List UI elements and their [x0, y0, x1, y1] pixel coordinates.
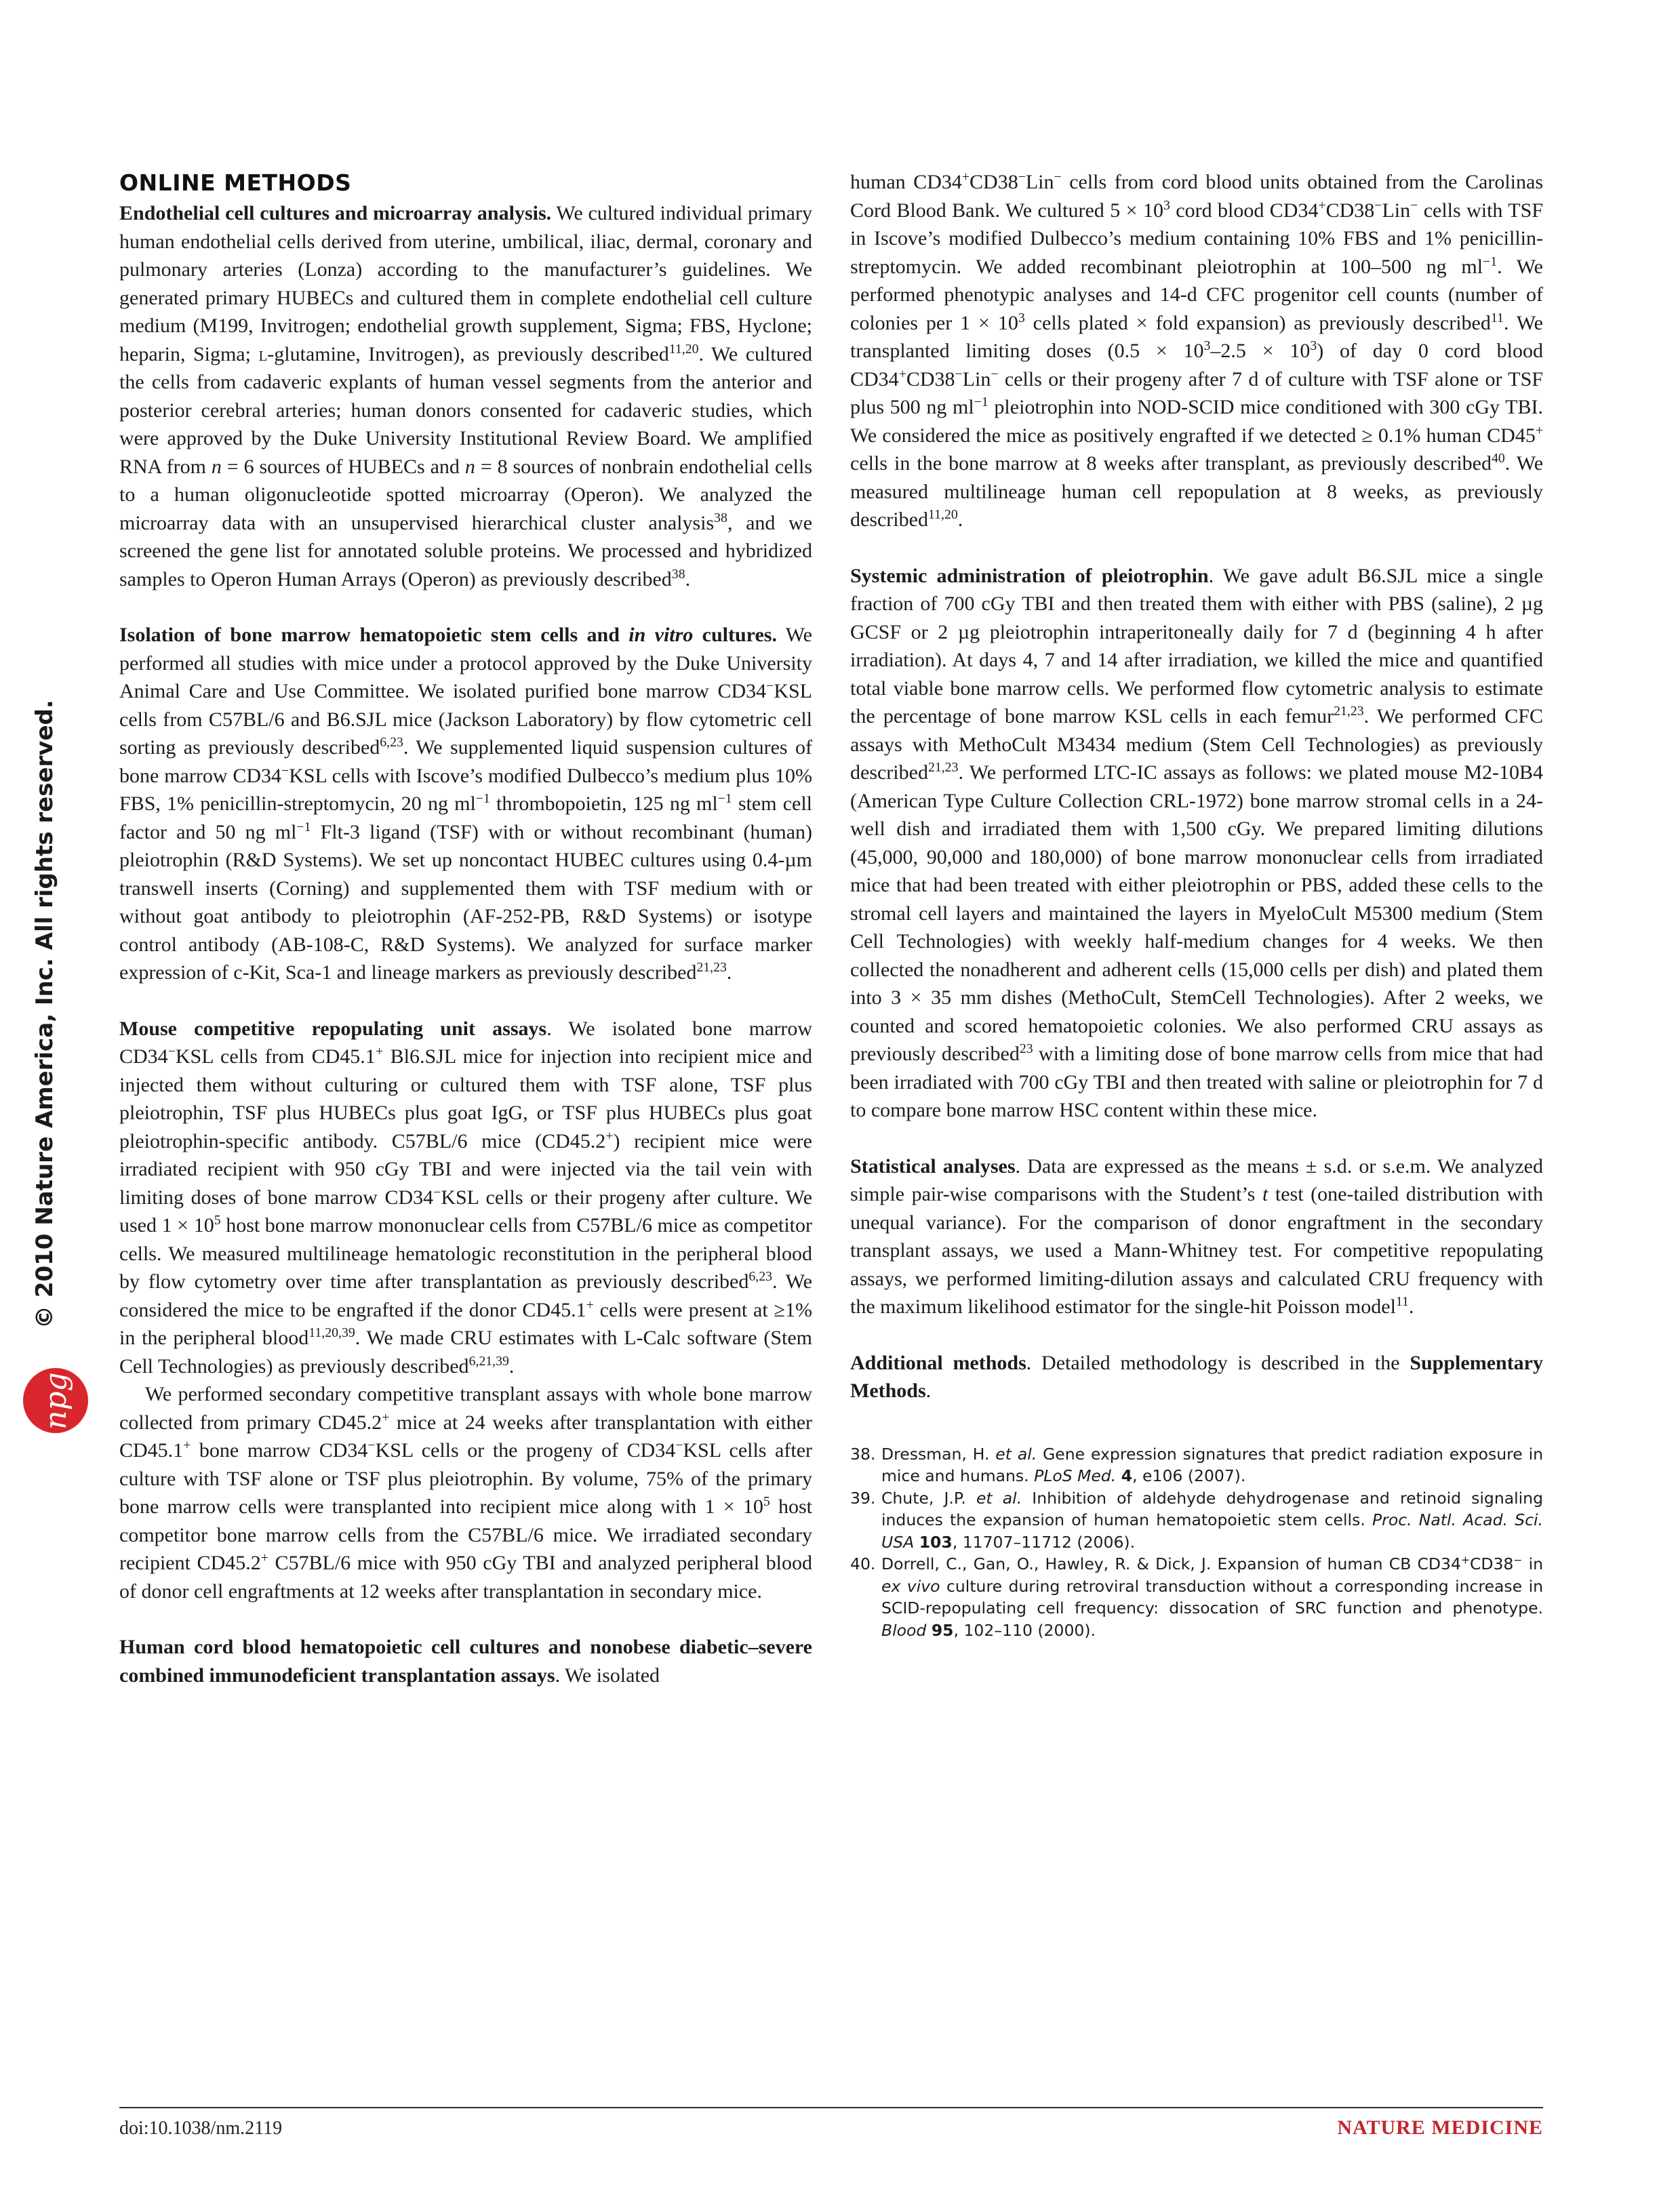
- superscript: +: [586, 1297, 594, 1312]
- superscript: −1: [1483, 254, 1498, 269]
- footer-journal-name: NATURE MEDICINE: [1337, 2116, 1543, 2139]
- paragraph-title: Statistical analyses: [850, 1154, 1016, 1178]
- superscript: 3: [1203, 338, 1211, 354]
- left-column: [119, 168, 812, 1689]
- reference-list: [850, 1443, 1543, 1642]
- text: et al.: [995, 1444, 1037, 1464]
- text: stem cell factor and 50 ng ml: [119, 792, 812, 843]
- text: human CD34: [850, 171, 962, 193]
- text: . We isolated bone marrow CD34: [119, 1017, 813, 1068]
- npg-logo: [23, 1368, 88, 1433]
- superscript: 3: [1310, 338, 1317, 354]
- superscript: +: [605, 1128, 614, 1144]
- text: –2.5 × 10: [1210, 340, 1311, 362]
- text: ex vivo: [881, 1576, 940, 1596]
- paragraph-endothelial: [119, 199, 812, 593]
- paragraph-systemic-administration: [850, 562, 1543, 1125]
- text: Gene expression signatures that predict radiation exposure in mice and humans.: [881, 1444, 1543, 1485]
- text: C57BL/6 mice with 950 cGy TBI and analyzed peripheral blood of donor cell engraftments at 12 weeks after transplantation in secondary mice.: [119, 1552, 812, 1603]
- text: . We transplanted limiting doses (0.5 × 10: [850, 311, 1543, 362]
- text: Chute, J.P.: [881, 1488, 976, 1508]
- superscript: 3: [1163, 197, 1170, 213]
- superscript: +: [382, 1409, 390, 1425]
- paragraph-title: Systemic administration of pleiotrophin: [850, 564, 1209, 587]
- text: KSL cells or the progeny of CD34: [375, 1439, 676, 1462]
- reference-number: 39.: [850, 1488, 876, 1508]
- footer-doi: doi:10.1038/nm.2119: [119, 2118, 283, 2139]
- text: . We gave adult B6.SJL mice a single fraction of 700 cGy TBI and then treated them with either with PBS (saline), 2 µg GCSF or 2 µg pleiotrophin intraperitoneally daily for 7 d (beginning 4 h after irradiation). At days 4, 7 and 14 after irradiation, we killed the mice and quantified total viable bone marrow cells. We performed flow cytometric analysis to estimate the percentage of bone marrow KSL cells in each femur: [850, 564, 1543, 727]
- citation: 11,20: [668, 341, 699, 357]
- text: mice at 24 weeks after transplantation with either CD45.1: [119, 1411, 812, 1462]
- superscript: 3: [1018, 310, 1025, 325]
- superscript: −: [1054, 169, 1062, 185]
- superscript: +: [1460, 1554, 1470, 1567]
- text: . We performed CFC assays with MethoCult M3434 medium (Stem Cell Technologies) as previously described: [850, 705, 1543, 784]
- text: ) recipient mice were irradiated recipient with 950 cGy TBI and were injected via the tail vein with limiting doses of bone marrow CD34: [119, 1129, 812, 1209]
- text: pleiotrophin into NOD-SCID mice conditioned with 300 cGy TBI. We considered the mice as positively engrafted if we detected ≥ 0.1% human CD45: [850, 396, 1543, 447]
- text: Bl6.SJL mice for injection into recipient mice and injected them without culturing or cultured them with TSF alone, TSF plus pleiotrophin, TSF plus HUBECs plus goat IgG, or TSF plus HUBECs plus goat pleiotrophin-specific antibody. C57BL/6 mice (CD45.2: [119, 1045, 813, 1152]
- text: . We isolated: [555, 1664, 660, 1687]
- copyright-notice: © 2010 Nature America, Inc. All rights reserved.: [31, 700, 58, 1329]
- superscript: −1: [717, 791, 732, 807]
- text: Flt-3 ligand (TSF) with or without recombinant (human) pleiotrophin (R&D Systems). We set up noncontact HUBEC cultures using 0.4-µm transwell inserts (Corning) and supplemented them with TSF medium with or without goat antibody to pleiotrophin (AF-252-PB, R&D Systems) or isotype control antibody (AB-108-C, R&D Systems). We analyzed for surface marker expression of c-Kit, Sca-1 and lineage markers as previously described: [119, 820, 812, 984]
- text: n: [211, 455, 222, 478]
- superscript: +: [1535, 422, 1543, 438]
- citation: 11,20,39: [308, 1325, 355, 1341]
- superscript: −: [167, 1044, 176, 1060]
- superscript: −: [955, 366, 963, 382]
- superscript: −1: [296, 819, 311, 834]
- text: cells with TSF in Iscove’s modified Dulbecco’s medium containing 10% FBS and 1% penicillin-streptomycin. We added recombinant pleiotrophin at 100–500 ng ml: [850, 199, 1543, 278]
- text: KSL cells or their progeny after culture. We used 1 × 10: [119, 1186, 813, 1236]
- text: culture during retroviral transduction without a corresponding increase in SCID-repopulating cell frequency: dissocation of SRC function and phenotype.: [881, 1576, 1544, 1617]
- text: et al.: [976, 1488, 1022, 1508]
- citation: 6,23: [748, 1269, 772, 1285]
- text: Lin: [962, 367, 991, 390]
- citation: 23: [1019, 1041, 1033, 1057]
- paragraph-title: Mouse competitive repopulating unit assays: [119, 1017, 547, 1040]
- text: . We made CRU estimates with L-Calc software (Stem Cell Technologies) as previously described: [119, 1327, 812, 1378]
- text: We performed secondary competitive transplant assays with whole bone marrow collected from primary CD45.2: [119, 1383, 812, 1434]
- text: in: [1522, 1554, 1543, 1573]
- paragraph-title: [119, 624, 777, 646]
- text: KSL cells with Iscove’s modified Dulbecco’s medium plus 10% FBS, 1% penicillin-streptomycin, 20 ng ml: [119, 764, 812, 815]
- citation: 6,23: [380, 735, 403, 750]
- text: cord blood CD34: [1170, 199, 1319, 222]
- reference-item: [850, 1443, 1543, 1487]
- text: Inhibition of aldehyde dehydrogenase and retinoid signaling induces the expansion of human hematopoietic stem cells.: [881, 1488, 1543, 1529]
- text: ) of day 0 cord blood CD34: [850, 340, 1544, 390]
- text: 103: [919, 1532, 953, 1552]
- section-heading: ONLINE METHODS: [119, 169, 352, 196]
- text: = 6 sources of HUBECs and: [221, 455, 465, 478]
- text: . We supplemented liquid suspension cultures of bone marrow CD34: [119, 736, 813, 787]
- text: host bone marrow mononuclear cells from C57BL/6 mice as competitor cells. We measured multilineage hematologic reconstitution in the peripheral blood by flow cytometry over time after transplantation as previously described: [119, 1214, 812, 1293]
- text: Isolation of bone marrow hematopoietic stem cells and: [119, 624, 629, 646]
- text: Blood: [881, 1620, 927, 1640]
- text: l: [258, 342, 268, 365]
- text: , 11707–11712 (2006).: [952, 1532, 1136, 1552]
- reference-text: [881, 1553, 1543, 1641]
- text: . We measured multilineage human cell repopulation at 8 weeks, as previously described: [850, 452, 1544, 531]
- text: cells from cord blood units obtained from the Carolinas Cord Blood Bank. We cultured 5 × 10: [850, 171, 1543, 222]
- reference-text: [881, 1443, 1543, 1487]
- reference-number: 38.: [850, 1444, 876, 1464]
- citation: 11,20: [927, 507, 958, 523]
- text: = 8 sources of nonbrain endothelial cells to a human oligonucleotide spotted microarray (Operon). We analyzed the microarray data with an unsupervised hierarchical cluster analysis: [119, 455, 813, 534]
- text: KSL cells from C57BL/6 and B6.SJL mice (Jackson Laboratory) by flow cytometric cell sorting as previously described: [119, 680, 812, 759]
- text: .: [957, 508, 963, 531]
- right-column: [850, 168, 1543, 1641]
- reference-number: 40.: [850, 1554, 876, 1573]
- reference-item: [850, 1487, 1543, 1554]
- text: . We cultured the cells from cadaveric explants of human vessel segments from the anterior and posterior cerebral arteries; human donors consented for cadaveric studies, which were approved by the Duke University Institutional Review Board. We amplified RNA from: [119, 342, 812, 478]
- citation: 38: [671, 566, 685, 582]
- text: KSL cells from CD45.1: [175, 1045, 376, 1068]
- reference-text: [881, 1487, 1543, 1554]
- text: . We considered the mice to be engrafted if the donor CD45.1: [119, 1270, 812, 1321]
- superscript: −: [1513, 1554, 1523, 1567]
- text: CD38: [1325, 199, 1375, 222]
- text: Lin: [1382, 199, 1411, 222]
- footer-rule: [119, 2107, 1543, 2108]
- text: Dorrell, C., Gan, O., Hawley, R. & Dick, J. Expansion of human CB CD34: [881, 1554, 1461, 1573]
- paragraph-additional-methods: [850, 1349, 1543, 1405]
- text: . We performed phenotypic analyses and 14-d CFC progenitor cell counts (number of colonies per 1 × 10: [850, 255, 1543, 334]
- text: CD38: [970, 171, 1018, 193]
- text: CD38: [1469, 1554, 1514, 1573]
- text: [1116, 1466, 1121, 1485]
- text: bone marrow CD34: [191, 1439, 368, 1462]
- text: CD38: [906, 367, 955, 390]
- paragraph-cord-blood-continued: [850, 168, 1543, 534]
- superscript: −1: [974, 395, 988, 410]
- text: .: [726, 961, 732, 984]
- text: .: [1408, 1295, 1414, 1318]
- text: .: [925, 1380, 932, 1402]
- superscript: −: [281, 763, 289, 778]
- text: test (one-tailed distribution with unequal variance). For the comparison of donor engraftment in the secondary transplant assays, we used a Mann-Whitney test. For competitive repopulating assays, we performed limiting-dilution assays and calculated CRU frequency with the maximum likelihood estimator for the single-hit Poisson model: [850, 1183, 1543, 1318]
- paragraph-title: Additional methods: [850, 1351, 1026, 1374]
- text: Lin: [1025, 171, 1054, 193]
- text: cells or their progeny after 7 d of culture with TSF alone or TSF plus 500 ng ml: [850, 367, 1543, 418]
- text: with a limiting dose of bone marrow cells from mice that had been irradiated with 700 cGy TBI and then treated with saline or pleiotrophin for 7 d to compare bone marrow HSC content within these mice.: [850, 1043, 1543, 1121]
- superscript: +: [898, 366, 906, 382]
- text: . Data are expressed as the means ± s.d. or s.e.m. We analyzed simple pair-wise comparisons with the Student’s: [850, 1154, 1543, 1205]
- citation: 21,23: [696, 960, 727, 976]
- superscript: −1: [475, 791, 490, 807]
- text: 95: [931, 1620, 954, 1640]
- superscript: 5: [763, 1494, 770, 1510]
- paragraph-cord-blood: [119, 1633, 812, 1689]
- citation: 6,21,39: [468, 1353, 509, 1369]
- superscript: +: [961, 169, 970, 185]
- text: host competitor bone marrow cells from the C57BL/6 mice. We irradiated secondary recipient CD45.2: [119, 1495, 812, 1574]
- paragraph-statistical-analyses: [850, 1152, 1543, 1321]
- reference-item: [850, 1553, 1543, 1641]
- text: , 102–110 (2000).: [953, 1620, 1096, 1640]
- superscript: −: [1374, 197, 1382, 213]
- paragraph-isolation: [119, 621, 812, 987]
- superscript: −: [433, 1184, 441, 1200]
- text: cells plated × fold expansion) as previously described: [1024, 311, 1491, 334]
- text: . Detailed methodology is described in the: [1026, 1351, 1410, 1374]
- superscript: +: [375, 1044, 383, 1060]
- text: [914, 1533, 919, 1552]
- text: . We performed LTC-IC assays as follows: we plated mouse M2-10B4 (American Type Culture Collection CRL-1972) bone marrow stromal cells in a 24-well dish and irradiated them with 1,500 cGy. We prepared limiting dilutions (45,000, 90,000 and 180,000) of bone marrow mononuclear cells from irradiated mice that had been treated with either pleiotrophin or PBS, added these cells to the stromal cell layers and maintained the layers in MyeloCult M5300 medium (Stem Cell Technologies) with weekly half-medium changes for 4 weeks. We then collected the nonadherent and adherent cells (15,000 cells per dish) and plated them into 3 × 35 mm dishes (MethoCult, StemCell Technologies). After 2 weeks, we counted and scored hematopoietic colonies. We also performed CRU assays as previously described: [850, 761, 1543, 1065]
- citation: 11: [1395, 1294, 1409, 1310]
- text: Dressman, H.: [881, 1444, 996, 1464]
- superscript: −: [1410, 197, 1418, 213]
- text: cultures.: [693, 624, 777, 646]
- paragraph-title: Endothelial cell cultures and microarray analysis.: [119, 202, 552, 224]
- superscript: −: [766, 679, 774, 694]
- superscript: −: [991, 366, 999, 382]
- text: thrombopoietin, 125 ng ml: [490, 792, 718, 815]
- text: .: [685, 567, 691, 590]
- text: n: [464, 455, 475, 478]
- text: 4: [1121, 1466, 1133, 1485]
- superscript: +: [183, 1438, 191, 1453]
- text: Supplementary Methods: [850, 1351, 1543, 1402]
- citation: 21,23: [927, 760, 959, 776]
- paragraph-secondary-transplant: [119, 1380, 812, 1605]
- superscript: +: [260, 1550, 268, 1566]
- paragraph-title: Human cord blood hematopoietic cell cultures and nonobese diabetic–severe combined immunodeficient transplantation assays: [119, 1636, 812, 1687]
- text: We cultured individual primary human endothelial cells derived from uterine, umbilical, iliac, dermal, coronary and pulmonary arteries (Lonza) according to the manufacturer’s guidelines. We generated primary HUBECs and cultured them in complete endothelial cell culture medium (M199, Invitrogen; endothelial growth supplement, Sigma; FBS, Hyclone; heparin, Sigma;: [119, 202, 812, 365]
- superscript: +: [1318, 197, 1326, 213]
- superscript: −: [675, 1438, 683, 1453]
- npg-logo-text: npg: [38, 1371, 73, 1430]
- text: t: [1262, 1183, 1269, 1205]
- text: We performed all studies with mice under a protocol approved by the Duke University Animal Care and Use Committee. We isolated purified bone marrow CD34: [119, 624, 812, 702]
- text: , e106 (2007).: [1132, 1466, 1246, 1485]
- citation: 11: [1490, 310, 1504, 325]
- text: Proc. Natl. Acad. Sci. USA: [881, 1510, 1543, 1552]
- text: cells were present at ≥1% in the peripheral blood: [119, 1298, 813, 1349]
- text: [926, 1621, 931, 1640]
- citation: 21,23: [1334, 704, 1364, 719]
- superscript: −: [367, 1438, 376, 1453]
- paragraph-competitive: [119, 1015, 812, 1381]
- text: .: [508, 1354, 515, 1378]
- superscript: −: [1018, 169, 1026, 185]
- text: in vitro: [628, 624, 694, 646]
- superscript: 5: [214, 1213, 221, 1228]
- text: , and we screened the gene list for annotated soluble proteins. We processed and hybridized samples to Operon Human Arrays (Operon) as previously described: [119, 511, 813, 590]
- text: -glutamine, Invitrogen), as previously described: [267, 342, 669, 365]
- citation: 40: [1492, 451, 1505, 466]
- text: cells in the bone marrow at 8 weeks after transplant, as previously described: [850, 452, 1492, 475]
- text: PLoS Med.: [1034, 1466, 1117, 1485]
- text: KSL cells after culture with TSF alone or TSF plus pleiotrophin. By volume, 75% of the primary bone marrow cells were transplanted into recipient mice along with 1 × 10: [119, 1439, 813, 1518]
- citation: 38: [714, 510, 727, 525]
